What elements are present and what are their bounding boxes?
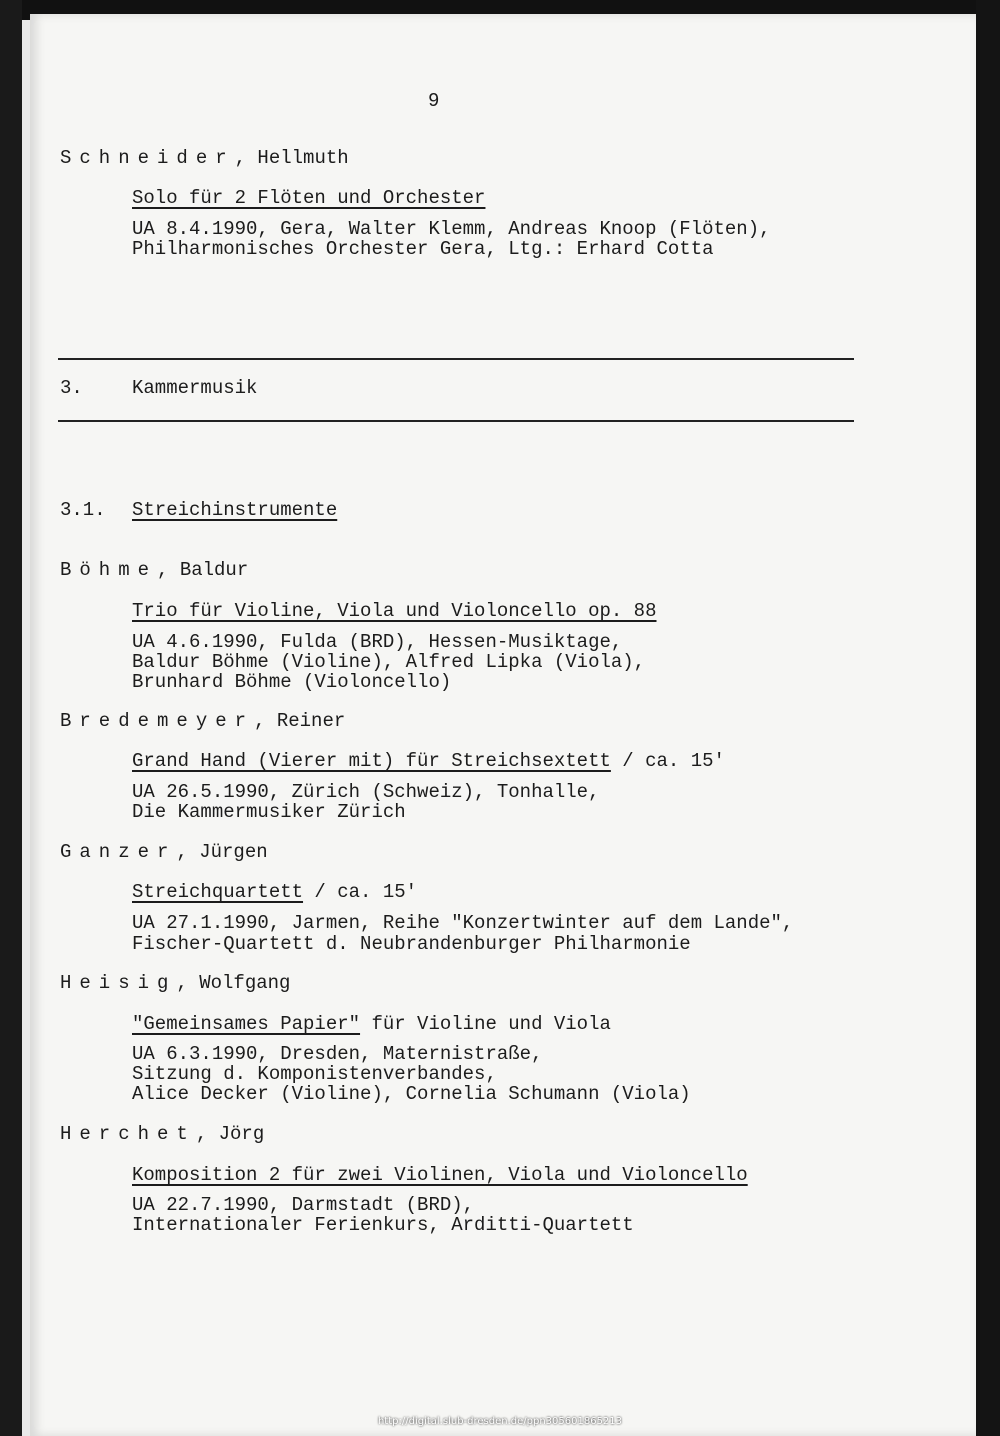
composer-name: [60, 147, 349, 169]
premiere-line: UA 27.1.1990, Jarmen, Reihe "Konzertwinter auf dem Lande",: [132, 912, 794, 934]
scan-border-left: [0, 0, 22, 1436]
composer-surname: Schneider: [60, 147, 235, 169]
work-title-underlined: Komposition 2 für zwei Violinen, Viola und Violoncello: [132, 1164, 748, 1186]
work-title-underlined: Grand Hand (Vierer mit) für Streichsextett: [132, 750, 611, 772]
composer-name: [60, 710, 345, 732]
composer-surname: Ganzer: [60, 841, 177, 863]
composer-surname: Heisig: [60, 972, 177, 994]
composer-name: [60, 559, 248, 581]
section-rule-top: [58, 358, 854, 360]
composer-firstname: , Jürgen: [176, 841, 268, 863]
work-title-underlined: Trio für Violine, Viola und Violoncello op. 88: [132, 600, 657, 622]
composer-surname: Bredemeyer: [60, 710, 255, 732]
premiere-line: Die Kammermusiker Zürich: [132, 801, 406, 823]
work-title: [132, 750, 725, 772]
section-title: Kammermusik: [132, 377, 258, 399]
work-title: [132, 1164, 748, 1186]
premiere-line: Baldur Böhme (Violine), Alfred Lipka (Viola),: [132, 651, 646, 673]
premiere-line: UA 6.3.1990, Dresden, Maternistraße,: [132, 1043, 543, 1065]
premiere-line: UA 8.4.1990, Gera, Walter Klemm, Andreas Knoop (Flöten),: [132, 218, 771, 240]
composer-firstname: , Wolfgang: [176, 972, 291, 994]
subsection-title: Streichinstrumente: [132, 499, 338, 521]
subsection-number: 3.1.: [60, 499, 106, 521]
work-title-suffix: für Violine und Viola: [360, 1013, 611, 1035]
composer-firstname: , Hellmuth: [234, 147, 349, 169]
premiere-line: UA 4.6.1990, Fulda (BRD), Hessen-Musiktage,: [132, 631, 623, 653]
work-title: [132, 1013, 611, 1035]
composer-name: [60, 1123, 264, 1145]
premiere-line: Alice Decker (Violine), Cornelia Schumann (Viola): [132, 1083, 691, 1105]
scan-border-right: [976, 0, 1000, 1436]
composer-firstname: , Baldur: [157, 559, 249, 581]
premiere-line: Philharmonisches Orchester Gera, Ltg.: Erhard Cotta: [132, 238, 714, 260]
work-title: Solo für 2 Flöten und Orchester: [132, 187, 486, 209]
section-rule-bottom: [58, 420, 854, 422]
work-title-suffix: / ca. 15': [303, 881, 418, 903]
work-title-suffix: / ca. 15': [610, 750, 725, 772]
composer-firstname: , Reiner: [254, 710, 346, 732]
work-title-underlined: Streichquartett: [132, 881, 304, 903]
premiere-line: Fischer-Quartett d. Neubrandenburger Philharmonie: [132, 933, 691, 955]
composer-firstname: , Jörg: [195, 1123, 265, 1145]
premiere-line: Internationaler Ferienkurs, Arditti-Quartett: [132, 1214, 634, 1236]
section-number: 3.: [60, 377, 83, 399]
work-title: [132, 600, 657, 622]
footer-url[interactable]: http://digital.slub-dresden.de/ppn305601865213: [377, 1416, 623, 1427]
work-title-underlined: "Gemeinsames Papier": [132, 1013, 361, 1035]
composer-surname: Herchet: [60, 1123, 196, 1145]
premiere-line: UA 22.7.1990, Darmstadt (BRD),: [132, 1194, 475, 1216]
premiere-line: UA 26.5.1990, Zürich (Schweiz), Tonhalle,: [132, 781, 600, 803]
premiere-line: Brunhard Böhme (Violoncello): [132, 671, 452, 693]
page-number: 9: [428, 90, 440, 112]
premiere-line: Sitzung d. Komponistenverbandes,: [132, 1063, 497, 1085]
composer-name: [60, 972, 290, 994]
composer-name: [60, 841, 268, 863]
composer-surname: Böhme: [60, 559, 158, 581]
work-title: [132, 881, 417, 903]
